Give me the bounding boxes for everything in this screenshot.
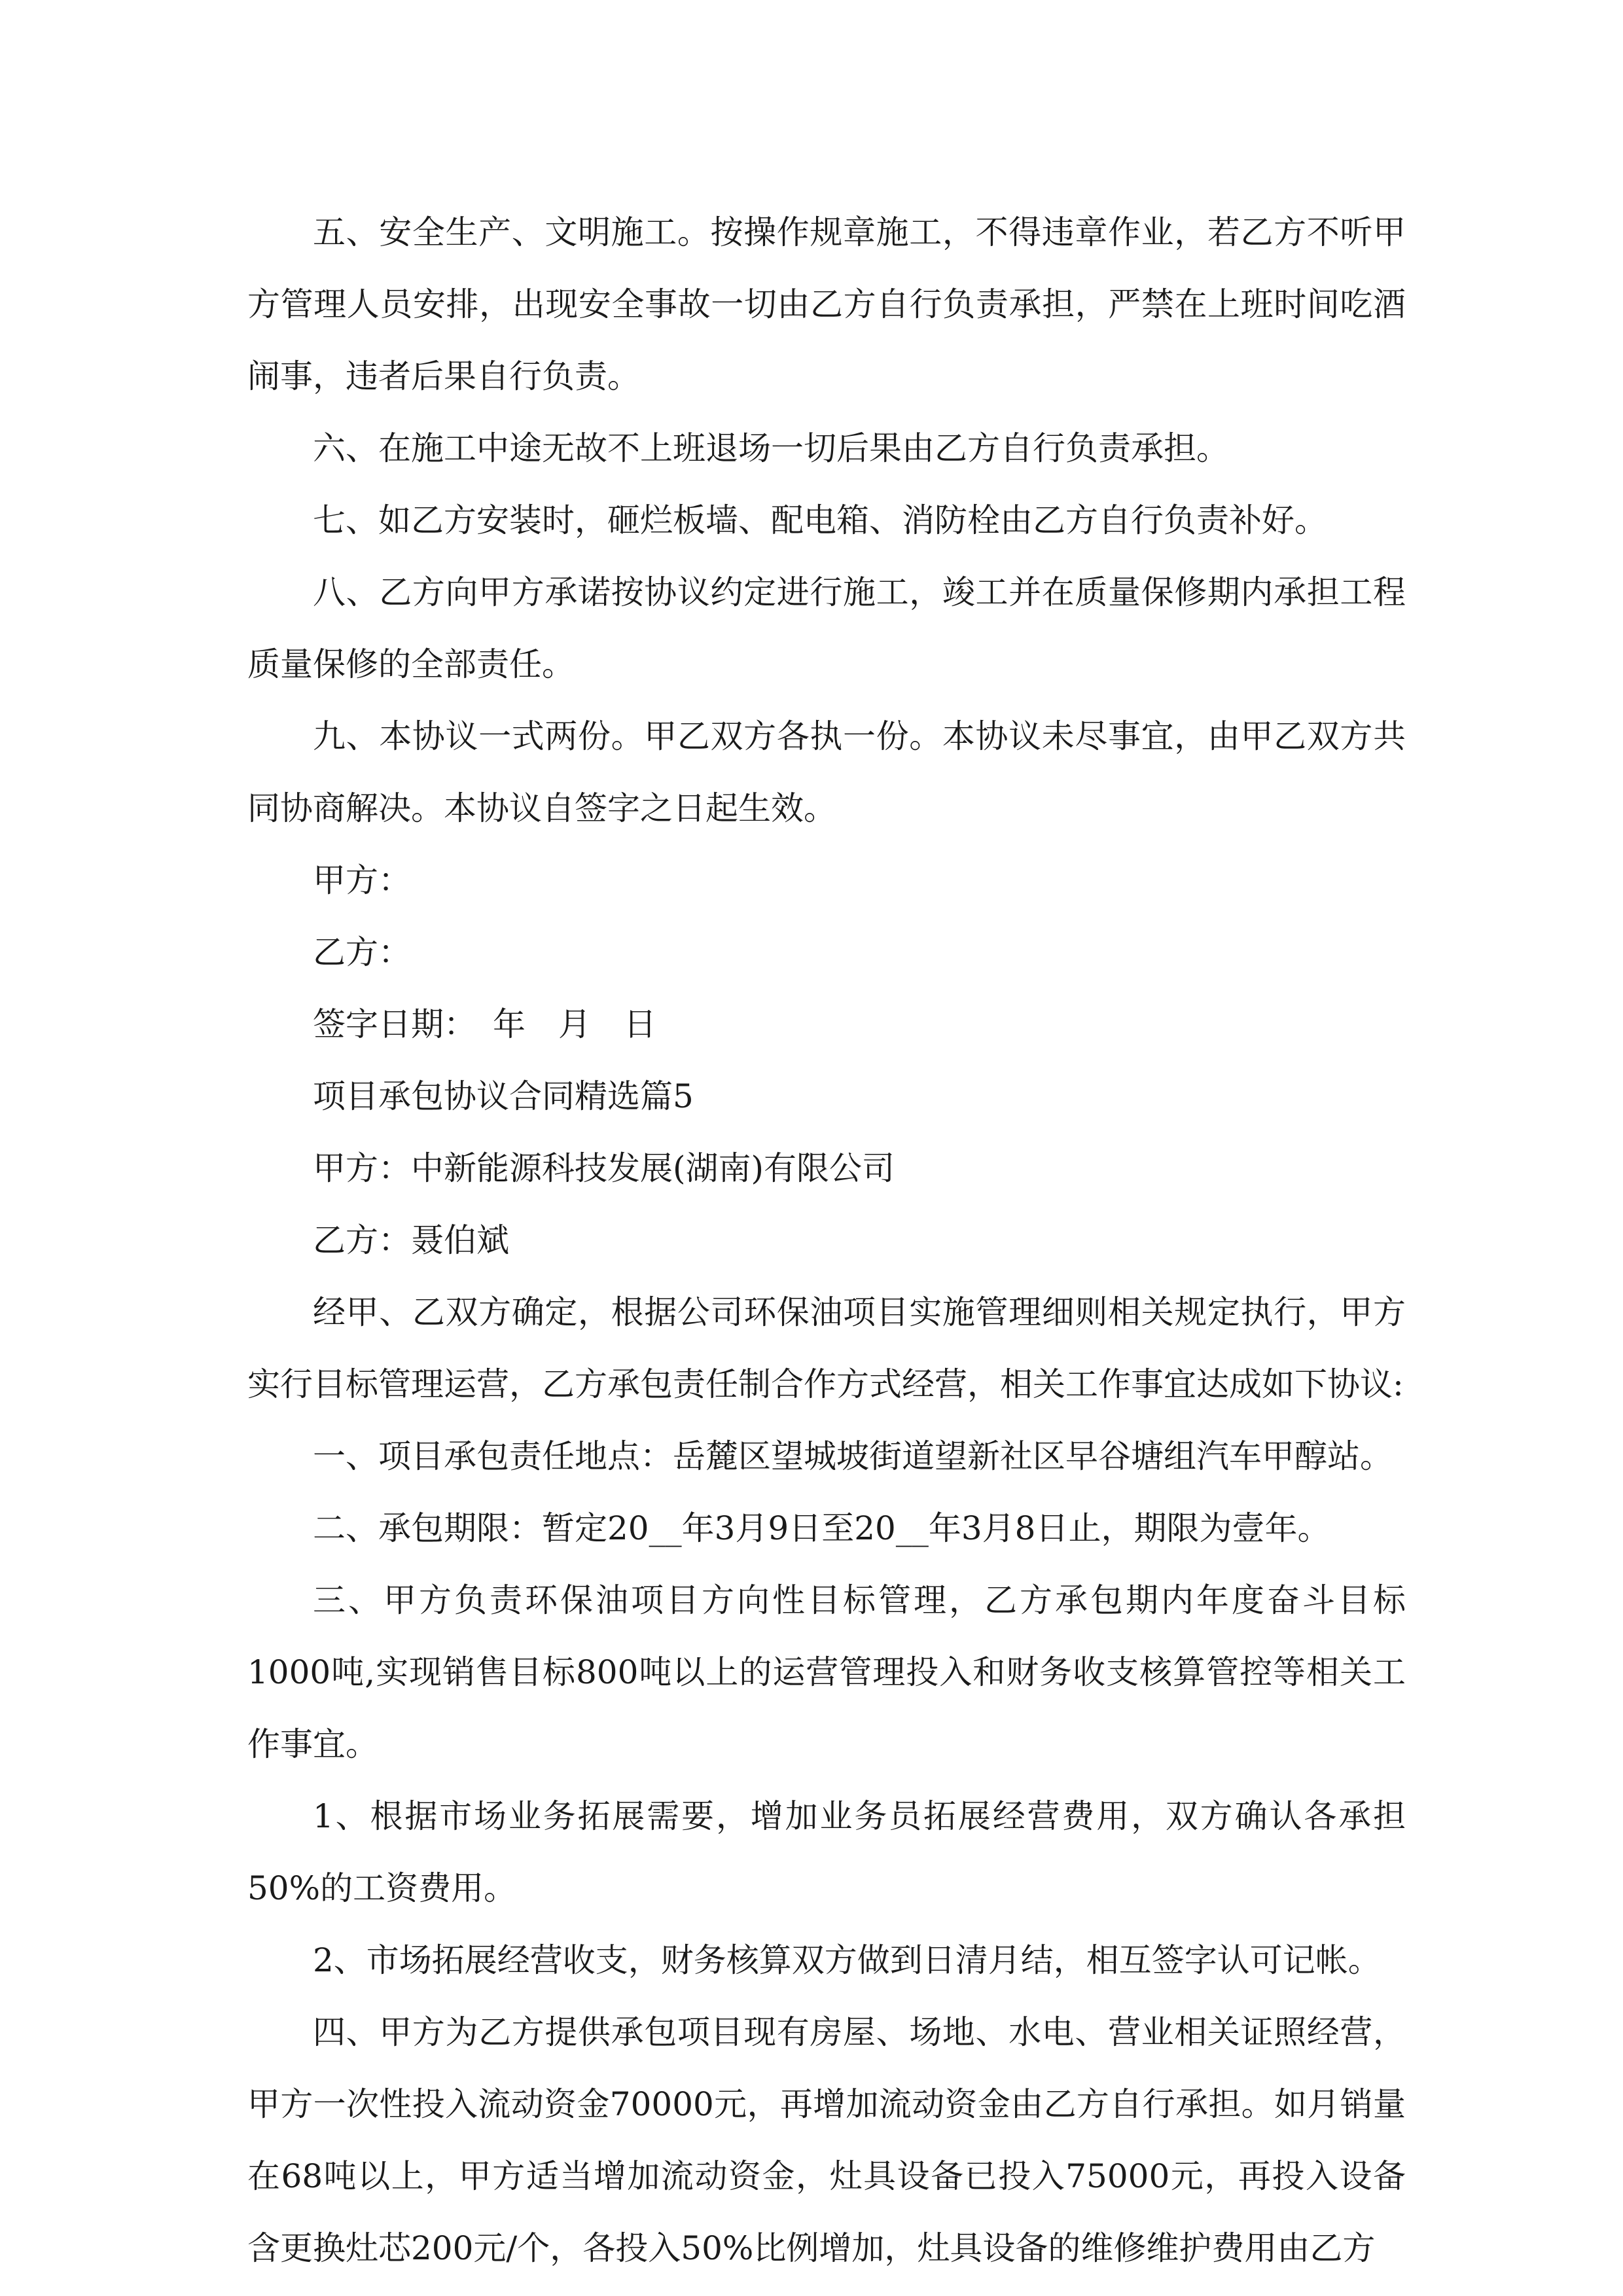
- clause-2-term: 二、承包期限：暂定20__年3月9日至20__年3月8日止，期限为壹年。: [313, 1509, 1330, 1547]
- party-b-name: 乙方：聂伯斌: [313, 1221, 509, 1259]
- clause-9-copies: 九、本协议一式两份。甲乙双方各执一份。本协议未尽事宜，由甲乙双方共同协商解决。本协议自签字之日起生效。: [247, 717, 1406, 827]
- section-heading: 项目承包协议合同精选篇5: [313, 1077, 694, 1115]
- clause-7-damage: 七、如乙方安装时，砸烂板墙、配电箱、消防栓由乙方自行负责补好。: [313, 501, 1327, 539]
- party-a-signature-line: 甲方：: [313, 861, 411, 899]
- signature-date-line: 签字日期： 年 月 日: [313, 1005, 656, 1043]
- preamble: 经甲、乙双方确定，根据公司环保油项目实施管理细则相关规定执行，甲方实行目标管理运营，乙方承包责任制合作方式经营，相关工作事宜达成如下协议:: [247, 1293, 1406, 1403]
- clause-8-warranty: 八、乙方向甲方承诺按协议约定进行施工，竣工并在质量保修期内承担工程质量保修的全部责任。: [247, 573, 1406, 683]
- party-a-name: 甲方：中新能源科技发展(湖南)有限公司: [313, 1149, 895, 1187]
- document-body: [247, 196, 1406, 2284]
- clause-3-item-2: 2、市场拓展经营收支，财务核算双方做到日清月结，相互签字认可记帐。: [313, 1941, 1381, 1979]
- clause-1-location: 一、项目承包责任地点：岳麓区望城坡街道望新社区早谷塘组汽车甲醇站。: [313, 1437, 1393, 1475]
- clause-6-absence: 六、在施工中途无故不上班退场一切后果由乙方自行负责承担。: [313, 429, 1229, 467]
- party-b-signature-line: 乙方：: [313, 933, 411, 971]
- clause-4-provisions: 四、甲方为乙方提供承包项目现有房屋、场地、水电、营业相关证照经营，甲方一次性投入流动资金70000元，再增加流动资金由乙方自行承担。如月销量在68吨以上，甲方适当增加流动资金，灶具设备已投入75000元，再投入设备含更换灶芯200元/个，各投入50%比例增加，灶具设备的维修维护费用由乙方: [247, 2013, 1406, 2267]
- clause-3-targets: 三、甲方负责环保油项目方向性目标管理，乙方承包期内年度奋斗目标1000吨,实现销售目标800吨以上的运营管理投入和财务收支核算管控等相关工作事宜。: [247, 1581, 1406, 1763]
- clause-3-item-1: 1、根据市场业务拓展需要，增加业务员拓展经营费用，双方确认各承担50%的工资费用。: [247, 1797, 1406, 1907]
- clause-5-safety: 五、安全生产、文明施工。按操作规章施工，不得违章作业，若乙方不听甲方管理人员安排，出现安全事故一切由乙方自行负责承担，严禁在上班时间吃酒闹事，违者后果自行负责。: [247, 213, 1406, 395]
